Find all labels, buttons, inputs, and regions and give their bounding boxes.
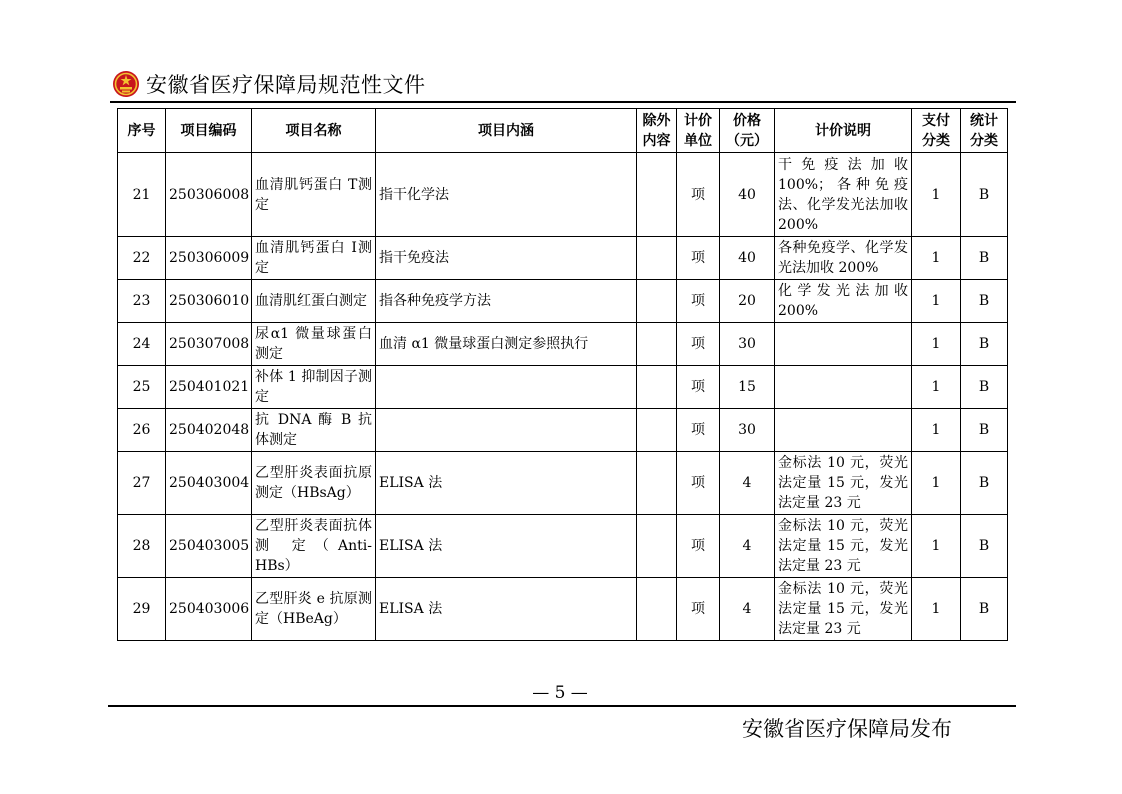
cell-notes: 化学发光法加收200% [775,280,912,323]
cell-payment: 1 [912,237,961,280]
cell-name: 乙型肝炎表面抗体 测 定（Anti-HBs） [252,515,376,578]
cell-payment: 1 [912,578,961,641]
table-row [118,237,1008,280]
col-header-excluded: 除外 内容 [637,109,677,153]
cell-code: 250307008 [166,323,252,366]
cell-content: ELISA 法 [376,515,637,578]
cell-payment: 1 [912,409,961,452]
cell-notes: 各种免疫学、化学发光法加收 200% [775,237,912,280]
cell-notes: 干免疫法加收100%；各种免疫法、化学发光法加收 200% [775,153,912,237]
col-header-index: 序号 [118,109,166,153]
cell-payment: 1 [912,452,961,515]
cell-payment: 1 [912,323,961,366]
cell-notes: 金标法 10 元，荧光法定量 15 元，发光法定量 23 元 [775,578,912,641]
document-header [112,68,426,100]
cell-stat: B [961,409,1008,452]
cell-name: 尿α1 微量球蛋白测定 [252,323,376,366]
cell-price: 15 [720,366,775,409]
cell-price: 4 [720,452,775,515]
cell-unit: 项 [677,578,720,641]
table-row [118,515,1008,578]
table-row [118,452,1008,515]
table-row [118,366,1008,409]
cell-unit: 项 [677,452,720,515]
cell-stat: B [961,153,1008,237]
cell-code: 250403006 [166,578,252,641]
col-header-payment: 支付 分类 [912,109,961,153]
cell-unit: 项 [677,409,720,452]
cell-name: 乙型肝炎表面抗原测定（HBsAg） [252,452,376,515]
cell-index: 26 [118,409,166,452]
cell-name: 补体 1 抑制因子测定 [252,366,376,409]
cell-code: 250402048 [166,409,252,452]
cell-stat: B [961,452,1008,515]
table-row [118,578,1008,641]
table-row [118,280,1008,323]
cell-index: 23 [118,280,166,323]
cell-unit: 项 [677,237,720,280]
footer-rule [108,705,1016,707]
cell-code: 250306010 [166,280,252,323]
cell-payment: 1 [912,366,961,409]
cell-price: 4 [720,515,775,578]
cell-code: 250306008 [166,153,252,237]
cell-unit: 项 [677,515,720,578]
footer-publisher: 安徽省医疗保障局发布 [742,717,952,741]
cell-code: 250403005 [166,515,252,578]
cell-code: 250401021 [166,366,252,409]
cell-unit: 项 [677,153,720,237]
cell-payment: 1 [912,515,961,578]
cell-excluded [637,409,677,452]
cell-index: 21 [118,153,166,237]
cell-content [376,366,637,409]
cell-notes: 金标法 10 元，荧光法定量 15 元，发光法定量 23 元 [775,452,912,515]
cell-index: 29 [118,578,166,641]
cell-content: ELISA 法 [376,452,637,515]
cell-price: 30 [720,409,775,452]
cell-index: 27 [118,452,166,515]
cell-index: 22 [118,237,166,280]
cell-unit: 项 [677,280,720,323]
cell-excluded [637,515,677,578]
cell-excluded [637,452,677,515]
table-row [118,409,1008,452]
price-table [117,108,1008,641]
cell-name: 抗 DNA 酶 B 抗体测定 [252,409,376,452]
col-header-price: 价格 （元） [720,109,775,153]
cell-code: 250403004 [166,452,252,515]
cell-content [376,409,637,452]
cell-name: 乙型肝炎 e 抗原测定（HBeAg） [252,578,376,641]
cell-stat: B [961,515,1008,578]
table-header-row [118,109,1008,153]
cell-price: 40 [720,153,775,237]
cell-price: 30 [720,323,775,366]
page-number: — 5 — [532,683,588,703]
cell-unit: 项 [677,323,720,366]
cell-content: ELISA 法 [376,578,637,641]
col-header-unit: 计价 单位 [677,109,720,153]
cell-index: 24 [118,323,166,366]
cell-price: 40 [720,237,775,280]
cell-excluded [637,323,677,366]
cell-content: 指干化学法 [376,153,637,237]
cell-index: 28 [118,515,166,578]
header-rule [110,101,1016,103]
cell-payment: 1 [912,280,961,323]
col-header-code: 项目编码 [166,109,252,153]
cell-excluded [637,280,677,323]
header-title: 安徽省医疗保障局规范性文件 [146,73,426,97]
cell-content: 指各种免疫学方法 [376,280,637,323]
cell-index: 25 [118,366,166,409]
cell-excluded [637,153,677,237]
cell-notes [775,409,912,452]
cell-content: 指干免疫法 [376,237,637,280]
cell-notes [775,366,912,409]
cell-unit: 项 [677,366,720,409]
cell-price: 4 [720,578,775,641]
cell-notes [775,323,912,366]
cell-name: 血清肌红蛋白测定 [252,280,376,323]
cell-excluded [637,366,677,409]
cell-stat: B [961,280,1008,323]
cell-notes: 金标法 10 元，荧光法定量 15 元，发光法定量 23 元 [775,515,912,578]
cell-stat: B [961,323,1008,366]
cell-price: 20 [720,280,775,323]
cell-stat: B [961,237,1008,280]
cell-excluded [637,237,677,280]
cell-name: 血清肌钙蛋白 T测定 [252,153,376,237]
cell-excluded [637,578,677,641]
national-emblem-icon [112,70,140,98]
col-header-content: 项目内涵 [376,109,637,153]
cell-code: 250306009 [166,237,252,280]
col-header-name: 项目名称 [252,109,376,153]
table-row [118,153,1008,237]
table-row [118,323,1008,366]
cell-payment: 1 [912,153,961,237]
cell-stat: B [961,578,1008,641]
col-header-stat: 统计 分类 [961,109,1008,153]
col-header-notes: 计价说明 [775,109,912,153]
cell-content: 血清 α1 微量球蛋白测定参照执行 [376,323,637,366]
cell-stat: B [961,366,1008,409]
cell-name: 血清肌钙蛋白 I测定 [252,237,376,280]
